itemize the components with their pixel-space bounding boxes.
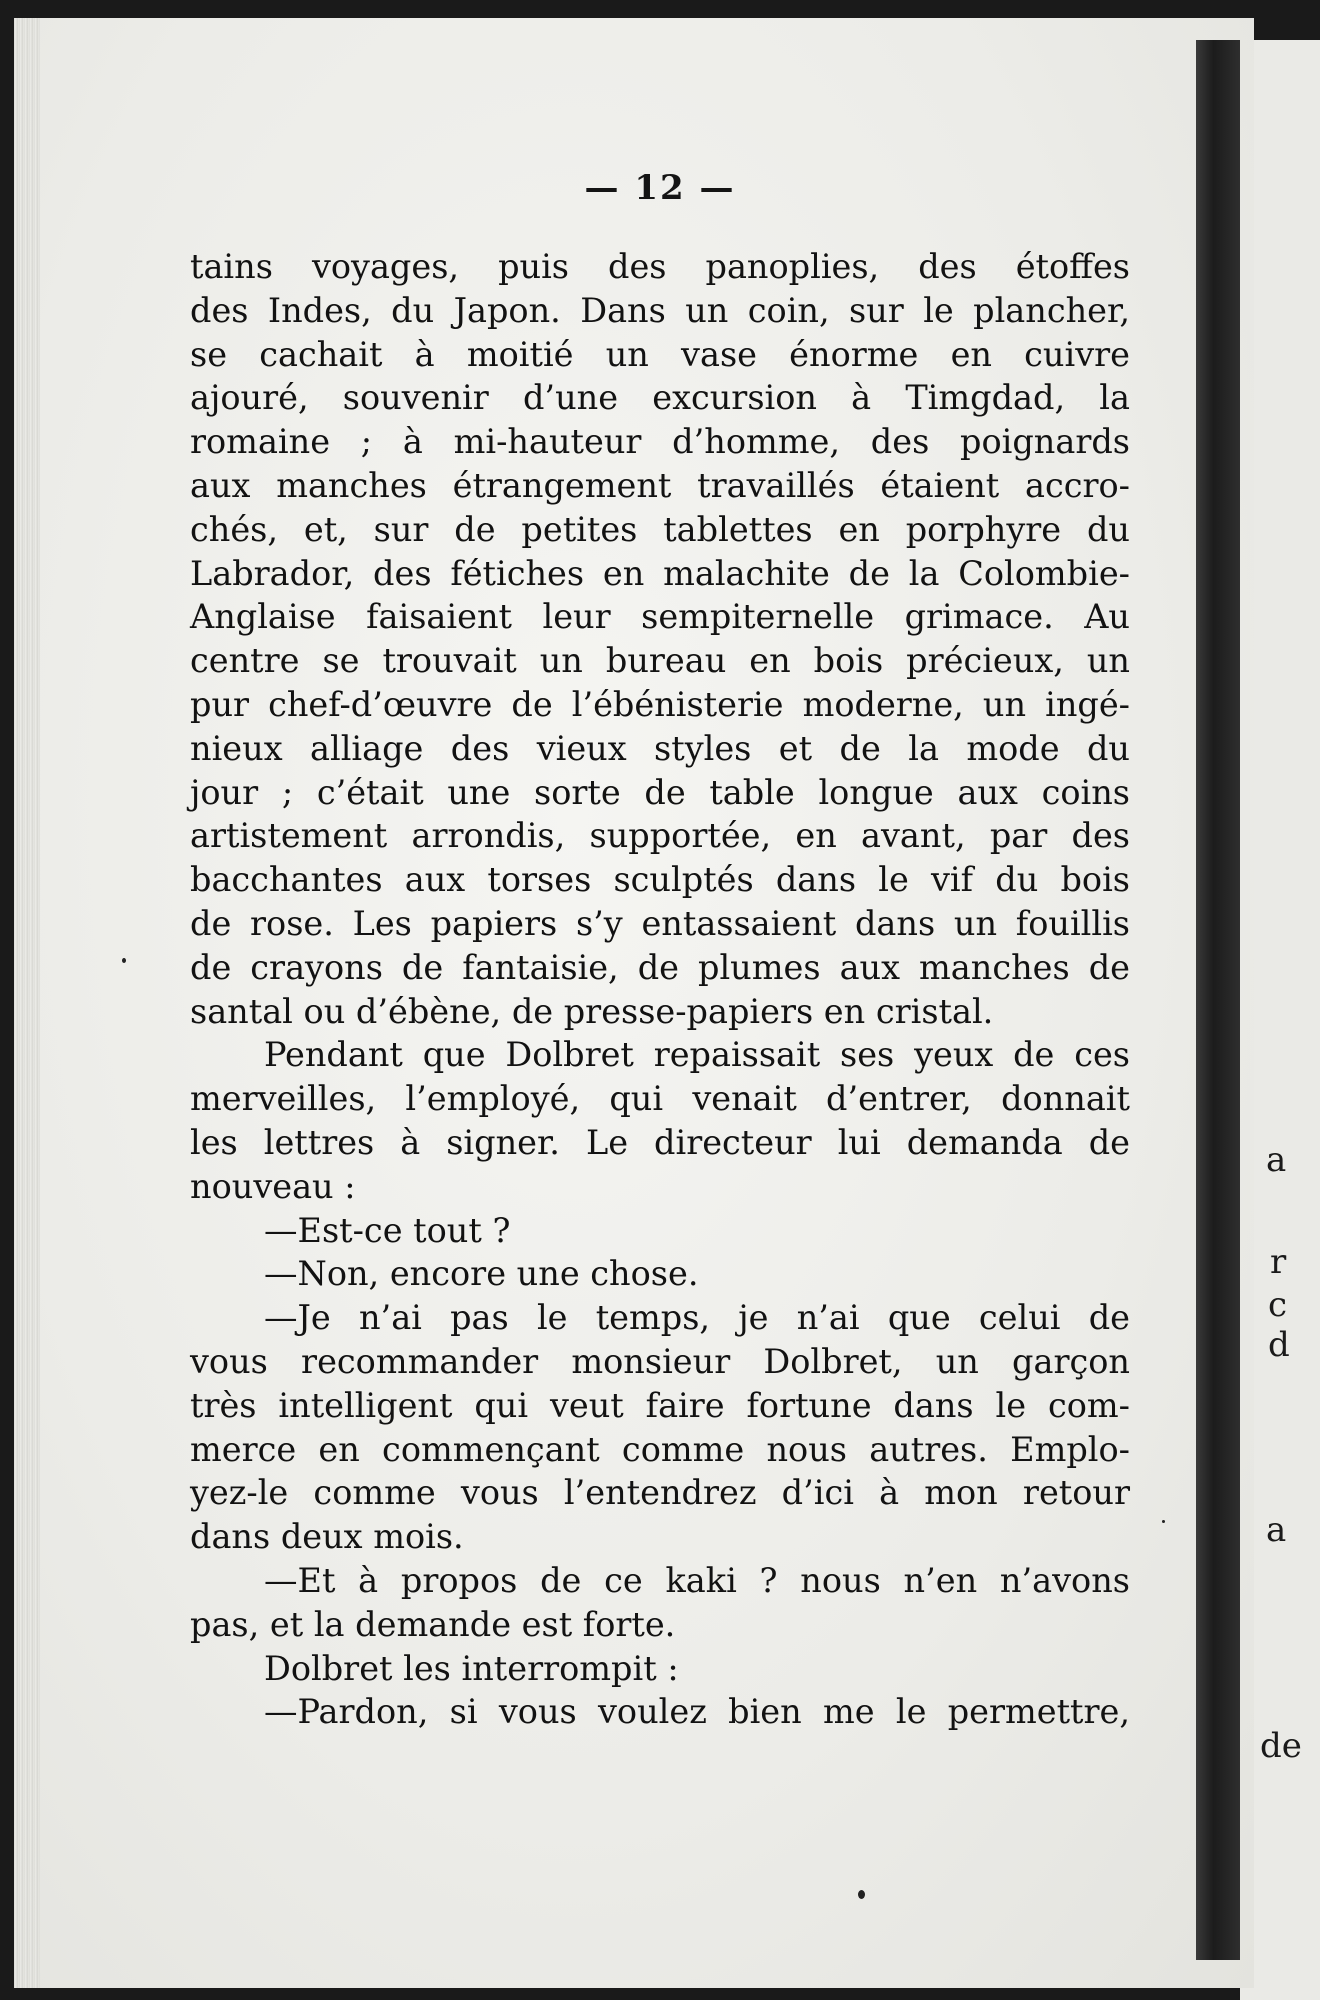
ink-speck	[1162, 1520, 1165, 1523]
facing-page-fragments	[1260, 0, 1320, 2000]
text-line: Anglaise faisaient leur sempiternelle grimace. Au	[190, 597, 1130, 637]
text-line: pas, et la demande est forte.	[190, 1604, 676, 1644]
text-line: les lettres à signer. Le directeur lui demanda de	[190, 1122, 1130, 1162]
text-line: tains voyages, puis des panoplies, des étoffes	[190, 247, 1130, 286]
text-line: centre se trouvait un bureau en bois précieux, un	[190, 641, 1130, 681]
fragment: de	[1260, 1726, 1302, 1766]
text-line: —Est-ce tout ?	[264, 1210, 511, 1250]
text-line: santal ou d’ébène, de presse-papiers en cristal.	[190, 991, 994, 1031]
text-line: de rose. Les papiers s’y entassaient dans un fouillis	[190, 903, 1130, 943]
text-line: pur chef-d’œuvre de l’ébénisterie moderne, un ingé-	[190, 684, 1130, 724]
page-edges	[14, 18, 40, 1988]
text-line: —Je n’ai pas le temps, je n’ai que celui de	[264, 1298, 1130, 1338]
text-line: dans deux mois.	[190, 1517, 464, 1557]
page-number: — 12 —	[584, 168, 736, 208]
fragment: d	[1268, 1325, 1290, 1365]
text-line: chés, et, sur de petites tablettes en porphyre du	[190, 509, 1130, 549]
text-line: se cachait à moitié un vase énorme en cuivre	[190, 334, 1130, 374]
text-line: —Pardon, si vous voulez bien me le permettre,	[264, 1692, 1130, 1732]
fragment: a	[1266, 1510, 1287, 1550]
text-line: vous recommander monsieur Dolbret, un garçon	[190, 1341, 1130, 1381]
text-line: yez-le comme vous l’entendrez d’ici à mon retour	[190, 1473, 1130, 1513]
ink-speck	[858, 1890, 865, 1899]
text-line: merce en commençant comme nous autres. Emplo-	[190, 1429, 1130, 1469]
body-text	[190, 245, 1130, 1734]
text-line: des Indes, du Japon. Dans un coin, sur le plancher,	[190, 290, 1130, 330]
text-line: ajouré, souvenir d’une excursion à Timgdad, la	[190, 378, 1130, 418]
fragment: a	[1266, 1140, 1287, 1180]
text-line: —Et à propos de ce kaki ? nous n’en n’avons	[264, 1560, 1130, 1600]
text-line: jour ; c’était une sorte de table longue aux coins	[190, 772, 1130, 812]
fragment: r	[1270, 1242, 1287, 1282]
text-line: bacchantes aux torses sculptés dans le vif du bois	[190, 860, 1130, 900]
text-line: de crayons de fantaisie, de plumes aux manches de	[190, 947, 1130, 987]
text-line: merveilles, l’employé, qui venait d’entrer, donnait	[190, 1079, 1130, 1119]
ink-speck	[122, 958, 126, 963]
text-line: nouveau :	[190, 1166, 356, 1206]
text-line: nieux alliage des vieux styles et de la mode du	[190, 728, 1130, 768]
text-line: artistement arrondis, supportée, en avant, par des	[190, 816, 1130, 856]
book-gutter	[1196, 40, 1240, 1960]
text-line: aux manches étrangement travaillés étaient accro-	[190, 465, 1130, 505]
text-line: Pendant que Dolbret repaissait ses yeux de ces	[264, 1035, 1130, 1075]
text-line: Dolbret les interrompit :	[264, 1648, 679, 1688]
text-line: romaine ; à mi-hauteur d’homme, des poignards	[190, 422, 1130, 462]
fragment: c	[1268, 1285, 1288, 1325]
text-line: très intelligent qui veut faire fortune dans le com-	[190, 1385, 1130, 1425]
text-line: Labrador, des fétiches en malachite de la Colombie-	[190, 553, 1130, 593]
text-line: —Non, encore une chose.	[264, 1254, 699, 1294]
